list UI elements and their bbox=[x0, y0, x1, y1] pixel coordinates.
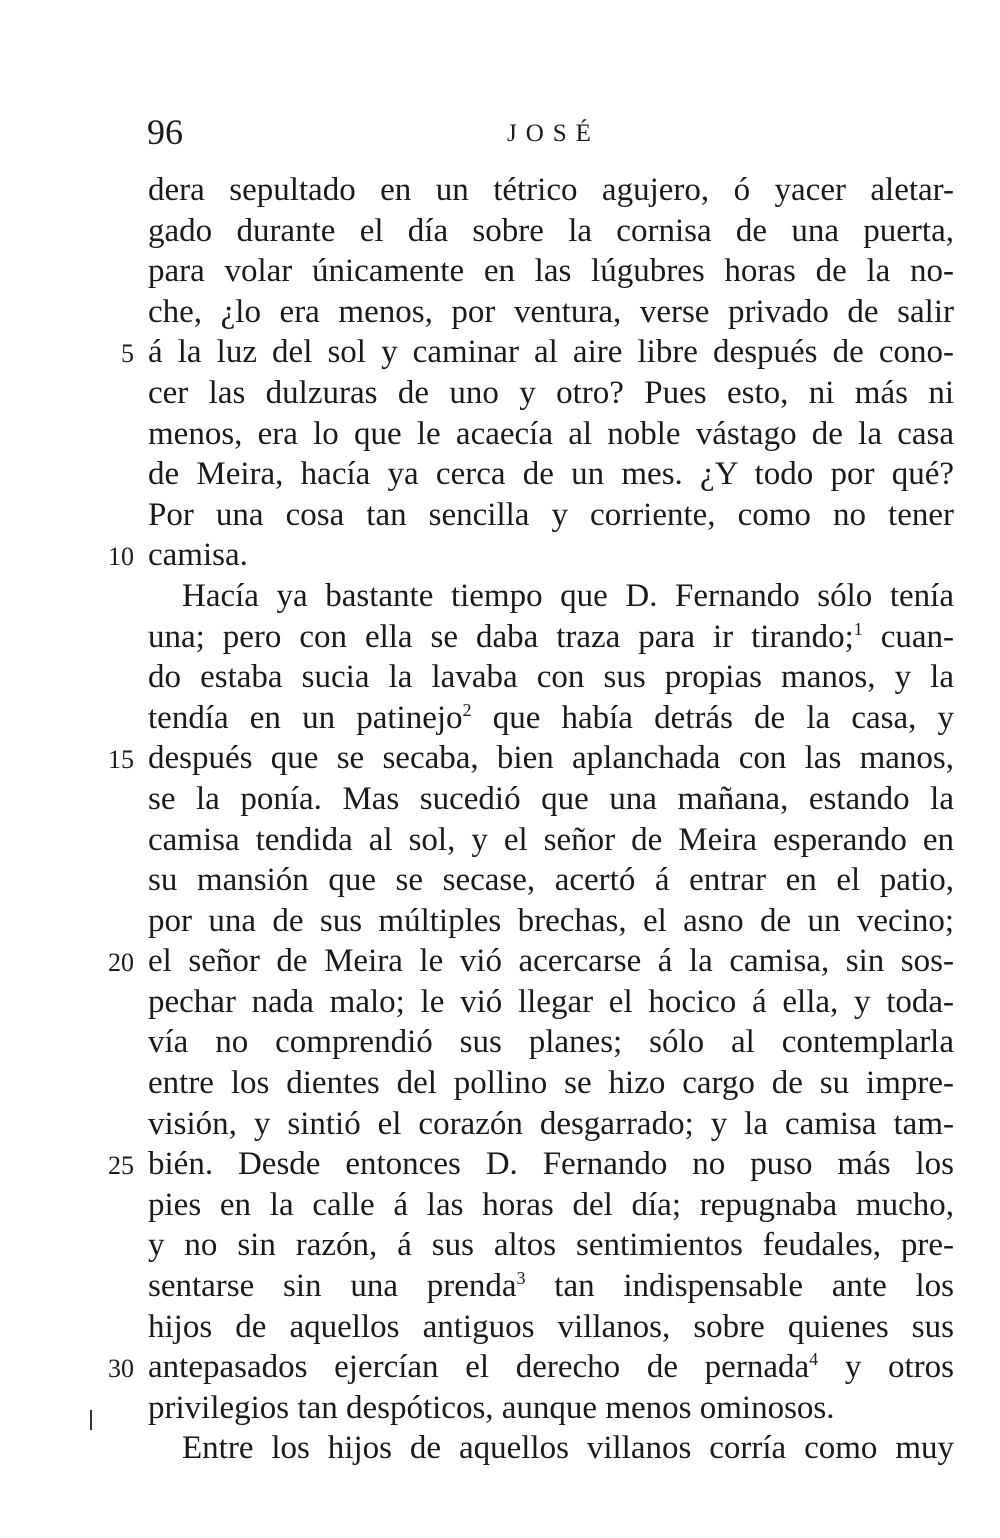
text-line bbox=[148, 901, 954, 942]
text-line bbox=[148, 1022, 954, 1063]
line-text: privilegios tan despóticos, aunque menos ominosos. bbox=[148, 1389, 835, 1426]
page-number: 96 bbox=[147, 112, 183, 152]
line-text bbox=[148, 617, 954, 658]
line-text: bién. Desde entonces D. Fernando no puso más los bbox=[148, 1146, 954, 1183]
text-line bbox=[148, 1063, 954, 1104]
text-line bbox=[148, 251, 954, 292]
line-text: hijos de aquellos antiguos villanos, sobre quienes sus bbox=[148, 1308, 954, 1345]
footnote-ref: 2 bbox=[462, 699, 472, 720]
line-text: para volar únicamente en las lúgubres horas de la no- bbox=[148, 253, 954, 290]
text-line bbox=[148, 779, 954, 820]
line-text bbox=[148, 1266, 954, 1307]
text-line bbox=[148, 1104, 954, 1145]
body-text bbox=[108, 170, 955, 1469]
line-text: camisa. bbox=[148, 537, 248, 574]
line-text: Por una cosa tan sencilla y corriente, como no tener bbox=[148, 496, 954, 533]
paragraph-start-line bbox=[148, 1428, 954, 1469]
line-text: vía no comprendió sus planes; sólo al contemplarla bbox=[148, 1024, 954, 1061]
text-line bbox=[148, 1388, 954, 1429]
line-text: Entre los hijos de aquellos villanos corría como muy bbox=[182, 1430, 954, 1467]
line-text-part: antepasados ejercían el derecho de pernada bbox=[148, 1349, 810, 1386]
text-line bbox=[108, 1144, 954, 1185]
margin-mark bbox=[90, 1410, 92, 1430]
line-text: el señor de Meira le vió acercarse á la camisa, sin sos- bbox=[148, 943, 954, 980]
paragraph-start-line bbox=[148, 576, 954, 617]
text-line bbox=[148, 170, 954, 211]
line-text: gado durante el día sobre la cornisa de una puerta, bbox=[148, 212, 954, 249]
line-text-part: cuan- bbox=[862, 618, 954, 655]
text-line bbox=[121, 332, 954, 373]
line-number: 30 bbox=[108, 1354, 134, 1384]
text-line bbox=[148, 454, 954, 495]
line-text: visión, y sintió el corazón desgarrado; y la camisa tam- bbox=[148, 1105, 954, 1142]
text-line bbox=[148, 1225, 954, 1266]
line-text: se la ponía. Mas sucedió que una mañana, estando la bbox=[148, 780, 954, 817]
line-text: por una de sus múltiples brechas, el asno de un vecino; bbox=[148, 902, 954, 939]
footnote-ref: 1 bbox=[853, 618, 863, 639]
line-text: do estaba sucia la lavaba con sus propias manos, y la bbox=[148, 659, 954, 696]
line-text-part: una; pero con ella se daba traza para ir tirando; bbox=[148, 618, 854, 655]
line-text: después que se secaba, bien aplanchada con las manos, bbox=[148, 740, 954, 777]
line-text bbox=[148, 698, 954, 739]
text-line bbox=[148, 860, 954, 901]
running-head: JOSÉ bbox=[507, 120, 600, 147]
text-line bbox=[148, 1185, 954, 1226]
text-line bbox=[108, 941, 954, 982]
line-text: entre los dientes del pollino se hizo cargo de su impre- bbox=[148, 1065, 954, 1102]
text-line bbox=[148, 657, 954, 698]
footnote-ref: 3 bbox=[516, 1268, 526, 1289]
text-line bbox=[148, 495, 954, 536]
text-line bbox=[108, 535, 954, 576]
text-line bbox=[148, 982, 954, 1023]
text-line bbox=[108, 1347, 954, 1388]
line-number: 10 bbox=[108, 542, 134, 572]
line-text: pies en la calle á las horas del día; repugnaba mucho, bbox=[148, 1186, 954, 1223]
line-text: dera sepultado en un tétrico agujero, ó yacer aletar- bbox=[148, 172, 954, 208]
text-line bbox=[108, 738, 954, 779]
line-text: y no sin razón, á sus altos sentimientos feudales, pre- bbox=[148, 1227, 954, 1264]
line-text-part: y otros bbox=[818, 1349, 954, 1386]
line-text-part: sentarse sin una prenda bbox=[148, 1268, 517, 1305]
line-text: che, ¿lo era menos, por ventura, verse privado de salir bbox=[148, 293, 954, 330]
footnote-ref: 4 bbox=[809, 1349, 819, 1370]
text-line bbox=[148, 211, 954, 252]
text-line bbox=[148, 617, 954, 658]
line-text: Hacía ya bastante tiempo que D. Fernando sólo tenía bbox=[182, 577, 954, 614]
line-text-part: tendía en un patinejo bbox=[148, 699, 463, 736]
line-text-part: que había detrás de la casa, y bbox=[471, 699, 955, 736]
line-text: camisa tendida al sol, y el señor de Meira esperando en bbox=[148, 821, 954, 858]
text-line bbox=[148, 1307, 954, 1348]
text-line bbox=[148, 1266, 954, 1307]
line-number: 20 bbox=[108, 948, 134, 978]
line-number: 25 bbox=[108, 1151, 134, 1181]
line-text: á la luz del sol y caminar al aire libre después de cono- bbox=[148, 334, 954, 371]
text-line bbox=[148, 373, 954, 414]
text-line bbox=[148, 698, 954, 739]
line-text: su mansión que se secase, acertó á entrar en el patio, bbox=[148, 862, 954, 899]
line-text-part: tan indispensable ante los bbox=[525, 1268, 954, 1305]
line-text: menos, era lo que le acaecía al noble vástago de la casa bbox=[148, 415, 954, 452]
text-line bbox=[148, 820, 954, 861]
text-line bbox=[148, 414, 954, 455]
line-text: de Meira, hacía ya cerca de un mes. ¿Y todo por qué? bbox=[148, 456, 954, 493]
line-text: cer las dulzuras de uno y otro? Pues esto, ni más ni bbox=[148, 374, 954, 411]
line-text: pechar nada malo; le vió llegar el hocico á ella, y toda- bbox=[148, 983, 954, 1020]
line-number: 15 bbox=[108, 745, 134, 775]
line-number: 5 bbox=[121, 339, 134, 369]
line-text bbox=[148, 1347, 954, 1388]
text-line bbox=[148, 292, 954, 333]
